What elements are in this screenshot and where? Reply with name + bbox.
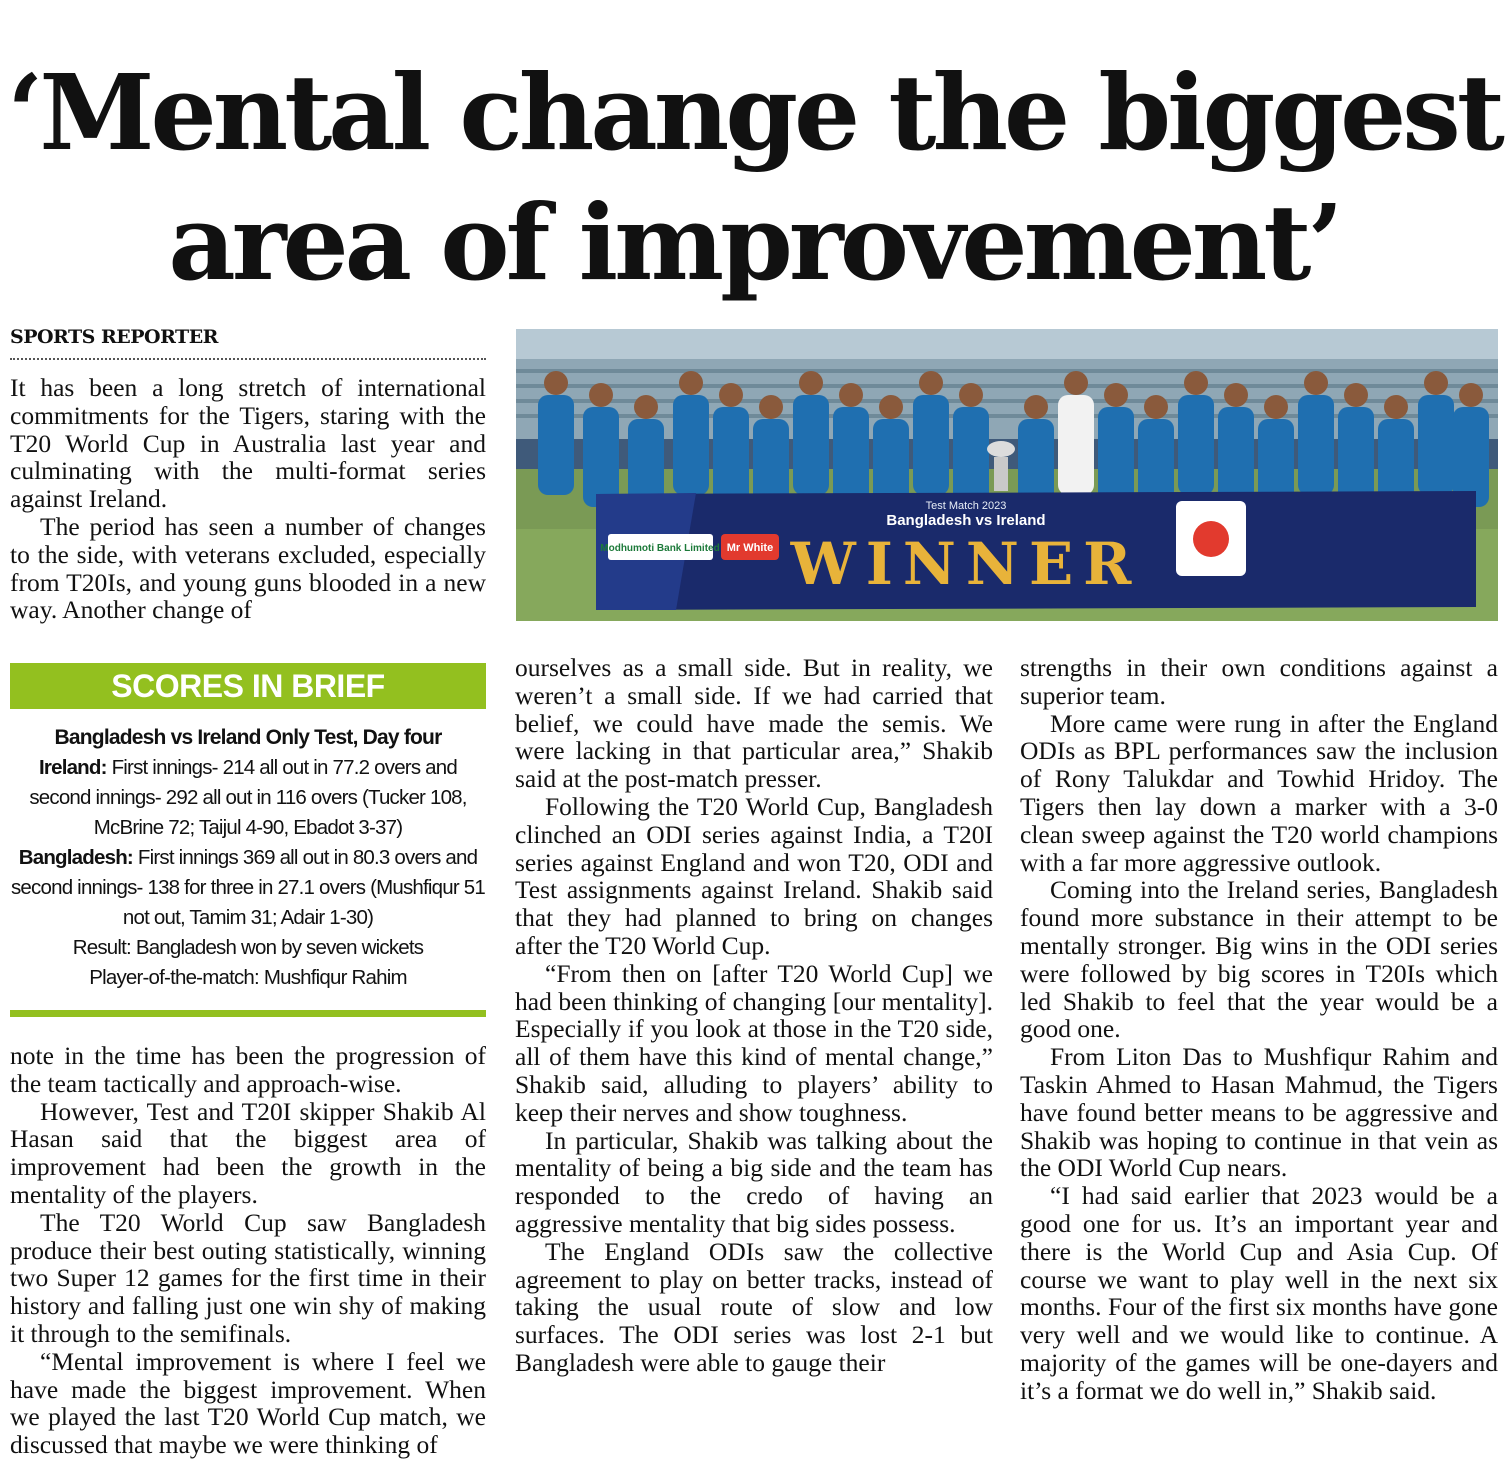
player-body	[538, 395, 574, 495]
paragraph: The T20 World Cup saw Bangladesh produce their best outing statistically, winning two Super 12 games for the first time in their history and falling just one win shy of making it through to the semifinals.	[10, 1207, 486, 1348]
player-head	[1064, 371, 1088, 395]
paragraph: strengths in their own conditions against a superior team.	[1020, 654, 1498, 710]
player-head	[1424, 371, 1448, 395]
bangladesh-text: First innings 369 all out in 80.3 overs and second innings- 138 for three in 27.1 overs (Mushfiqur 51 not out, Tamim 31; Adair 1-30)	[10, 846, 486, 929]
sponsor-1-text: Modhumoti Bank Limited	[600, 543, 720, 554]
scores-match: Bangladesh vs Ireland Only Test, Day four	[54, 726, 442, 749]
scores-title: SCORES IN BRIEF	[10, 663, 486, 709]
scores-in-brief-box	[10, 663, 486, 1017]
player-head	[1184, 371, 1208, 395]
paragraph: Coming into the Ireland series, Bangladesh found more substance in their attempt to be mentally stronger. Big wins in the ODI series were followed by big scores in T20Is which led Shakib to feel that the year would be a good one.	[1020, 875, 1498, 1044]
player-body	[1178, 395, 1214, 495]
player-head	[589, 383, 613, 407]
byline: SPORTS REPORTER	[10, 326, 486, 360]
paragraph: Following the T20 World Cup, Bangladesh clinched an ODI series against India, a T20I series against England and won T20, ODI and Test assignments against Ireland. Shakib said that they had planned to bring on changes after the T20 World Cup.	[515, 791, 993, 960]
player-body	[1098, 407, 1134, 507]
player-head	[799, 371, 823, 395]
ireland-text: First innings- 214 all out in 77.2 overs and second innings- 292 all out in 116 overs (Tucker 108, McBrine 72; Taijul 4-90, Ebadot 3-37)	[29, 756, 467, 839]
column-2	[515, 654, 993, 1469]
winner-banner	[596, 491, 1476, 610]
scores-body	[10, 723, 486, 993]
paragraph: More came were rung in after the England ODIs as BPL performances saw the inclusion of Rony Talukdar and Towhid Hridoy. The Tigers then lay down a marker with a 3-0 clean sweep against the T20 world champions with a far more aggressive outlook.	[1020, 708, 1498, 877]
player-body	[1418, 395, 1454, 495]
player-head	[1224, 383, 1248, 407]
player-head	[759, 395, 783, 419]
player-head	[1459, 383, 1483, 407]
paragraph: “I had said earlier that 2023 would be a good one for us. It’s an important year and there is the World Cup and Asia Cup. Of course we want to play well in the next six months. Four of the first six months have gone very well and we would like to continue. A majority of the games will be one-dayers and it’s a format we do well in,” Shakib said.	[1020, 1181, 1498, 1405]
headline-line-2: area of improvement’	[168, 181, 1340, 304]
player-head	[1104, 383, 1128, 407]
sponsor-2-text: Mr White	[726, 542, 774, 554]
scores-ireland	[10, 753, 486, 843]
paragraph: ourselves as a small side. But in reality, we weren’t a small side. If we had carried that belief, we could have made the semis. We were lacking in that particular area,” Shakib said at the post-match presser.	[515, 654, 993, 794]
player-body	[793, 395, 829, 495]
team-photo	[516, 329, 1498, 621]
paragraph: In particular, Shakib was talking about the mentality of being a big side and the team has responded to the credo of having an aggressive mentality that big sides possess.	[515, 1125, 993, 1238]
player-body	[1298, 395, 1334, 495]
player-head	[839, 383, 863, 407]
player-head	[959, 383, 983, 407]
column-3	[1020, 654, 1498, 1469]
player-head	[1304, 371, 1328, 395]
player-head	[1344, 383, 1368, 407]
ball-icon	[1193, 521, 1229, 557]
player-head	[879, 395, 903, 419]
player-head	[1024, 395, 1048, 419]
scores-potm: Player-of-the-match: Mushfiqur Rahim	[89, 966, 407, 989]
paragraph: “From then on [after T20 World Cup] we had been thinking of changing [our mentality]. Especially if you look at those in the T20 side, all of them have this kind of mental change,” Shakib said, alluding to players’ ability to keep their nerves and show toughness.	[515, 958, 993, 1127]
banner-winner-text: WINNER	[790, 530, 1142, 598]
player-body	[1058, 395, 1094, 495]
banner-top-text: Test Match 2023	[925, 500, 1007, 512]
player-body	[833, 407, 869, 507]
player-body	[953, 407, 989, 507]
player-head	[634, 395, 658, 419]
paragraph: From Liton Das to Mushfiqur Rahim and Taskin Ahmed to Hasan Mahmud, the Tigers have found better means to be aggressive and Shakib was hoping to continue in that vein as the ODI World Cup nears.	[1020, 1042, 1498, 1183]
scores-result: Result: Bangladesh won by seven wickets	[72, 936, 424, 959]
paragraph: “Mental improvement is where I feel we have made the biggest improvement. When we played the last T20 World Cup match, we discussed that maybe we were thinking of	[10, 1346, 486, 1460]
column-1-top	[10, 374, 486, 628]
player-head	[719, 383, 743, 407]
ireland-label: Ireland:	[39, 756, 107, 779]
player-head	[919, 371, 943, 395]
paragraph: It has been a long stretch of international commitments for the Tigers, staring with the T20 World Cup in Australia last year and culminating with the multi-format series against Ireland.	[10, 374, 486, 514]
player-head	[1144, 395, 1168, 419]
headline-line-1: ‘Mental change the biggest	[7, 51, 1501, 174]
player-head	[544, 371, 568, 395]
paragraph: The England ODIs saw the collective agreement to play on better tracks, instead of taking the usual route of slow and low surfaces. The ODI series was lost 2-1 but Bangladesh were able to gauge their	[515, 1236, 993, 1377]
bangladesh-label: Bangladesh:	[18, 846, 133, 869]
player-head	[1264, 395, 1288, 419]
player-head	[679, 371, 703, 395]
player-body	[583, 407, 619, 507]
player-head	[1384, 395, 1408, 419]
headline	[0, 48, 1508, 308]
player-body	[673, 395, 709, 495]
player-body	[713, 407, 749, 507]
paragraph: The period has seen a number of changes to the side, with veterans excluded, especially from T20Is, and young guns blooded in a new way. Another change of	[10, 511, 486, 625]
banner-title: Bangladesh vs Ireland	[886, 512, 1046, 529]
paragraph: note in the time has been the progression of the team tactically and approach-wise.	[10, 1042, 486, 1098]
scores-bangladesh	[10, 843, 486, 933]
player-body	[913, 395, 949, 495]
column-1-bottom	[10, 1042, 486, 1467]
paragraph: However, Test and T20I skipper Shakib Al Hasan said that the biggest area of improvement had been the growth in the mentality of the players.	[10, 1096, 486, 1209]
scores-bottom-rule	[10, 1010, 486, 1017]
